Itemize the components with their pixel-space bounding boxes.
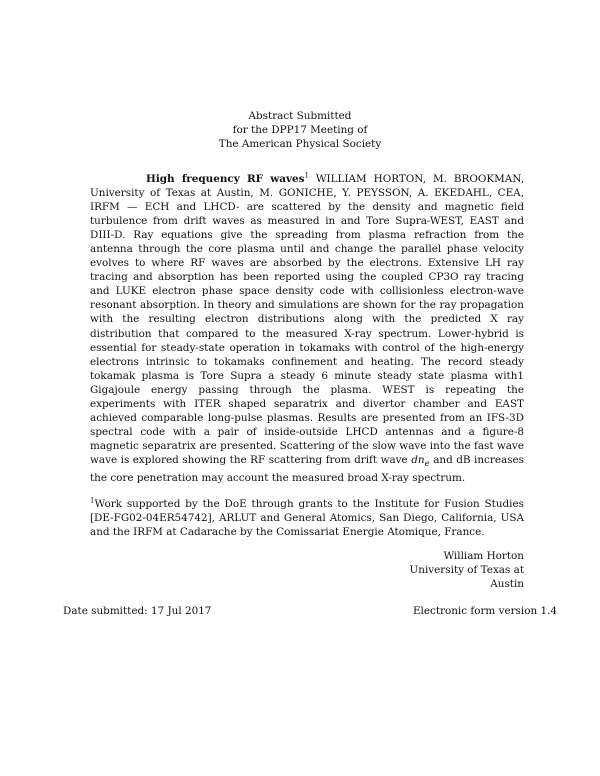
- abstract-tail: and dB increases the core penetration may account the measured broad X-ray spectrum.: [90, 453, 524, 485]
- footnote-text: Work supported by the DoE through grants to the Institute for Fusion Studies [DE-FG02-04ER54742], ARLUT and General Atomics, San Diego, California, USA and the IRFM at Cadarache by the Comissariat Energie Atomique, France.: [90, 498, 524, 538]
- signature-affiliation: University of Texas at Austin: [409, 564, 524, 590]
- abstract-title: High frequency RF waves: [146, 173, 305, 185]
- header-line-2: for the DPP17 Meeting of: [232, 124, 368, 136]
- math-dn-subscript: e: [424, 459, 430, 470]
- submission-header: [0, 109, 600, 151]
- math-dn: dn: [411, 453, 425, 466]
- signature-block: [380, 549, 524, 591]
- abstract-authors-and-text: WILLIAM HORTON, M. BROOKMAN, University of Texas at Austin, M. GONICHE, Y. PEYSSON, A. EKEDAHL, CEA, IRFM — ECH and LHCD- are scattered by the density and magnetic field turbulence from drift waves as measured in and Tore Supra-WEST, EAST and DIII-D. Ray equations give the spreading from plasma refraction from the antenna through the core plasma until and change the parallel phase velocity evolves to where RF waves are absorbed by the electrons. Extensive LH ray tracing and absorption has been reported using the coupled CP3O ray tracing and LUKE electron phase space density code with collisionless electron-wave resonant absorption. In theory and simulations are shown for the ray propagation with the resulting electron distributions along with the predicted X ray distribution that compared to the measured X-ray spectrum. Lower-hybrid is essential for steady-state operation in tokamaks with control of the high-energy electrons intrinsic to tokamaks confinement and heating. The record steady tokamak plasma is Tore Supra a steady 6 minute steady state plasma with1 Gigajoule energy passing through the plasma. WEST is repeating the experiments with ITER shaped separatrix and divertor chamber and EAST achieved comparable long-pulse plasmas. Results are presented from an IFS-3D spectral code with a pair of inside-outside LHCD antennas and a figure-8 magnetic separatrix are presented. Scattering of the slow wave into the fast wave wave is explored showing the RF scattering from drift wave: [90, 173, 524, 466]
- signature-name: William Horton: [443, 550, 524, 562]
- abstract-body: [90, 172, 524, 485]
- date-submitted: Date submitted: 17 Jul 2017: [63, 605, 212, 617]
- title-footnote-mark: 1: [304, 171, 309, 180]
- header-line-1: Abstract Submitted: [248, 110, 352, 122]
- footnote-mark: 1: [90, 496, 95, 505]
- header-line-3: The American Physical Society: [218, 138, 382, 150]
- form-version: Electronic form version 1.4: [412, 605, 557, 617]
- footnote: [90, 497, 524, 539]
